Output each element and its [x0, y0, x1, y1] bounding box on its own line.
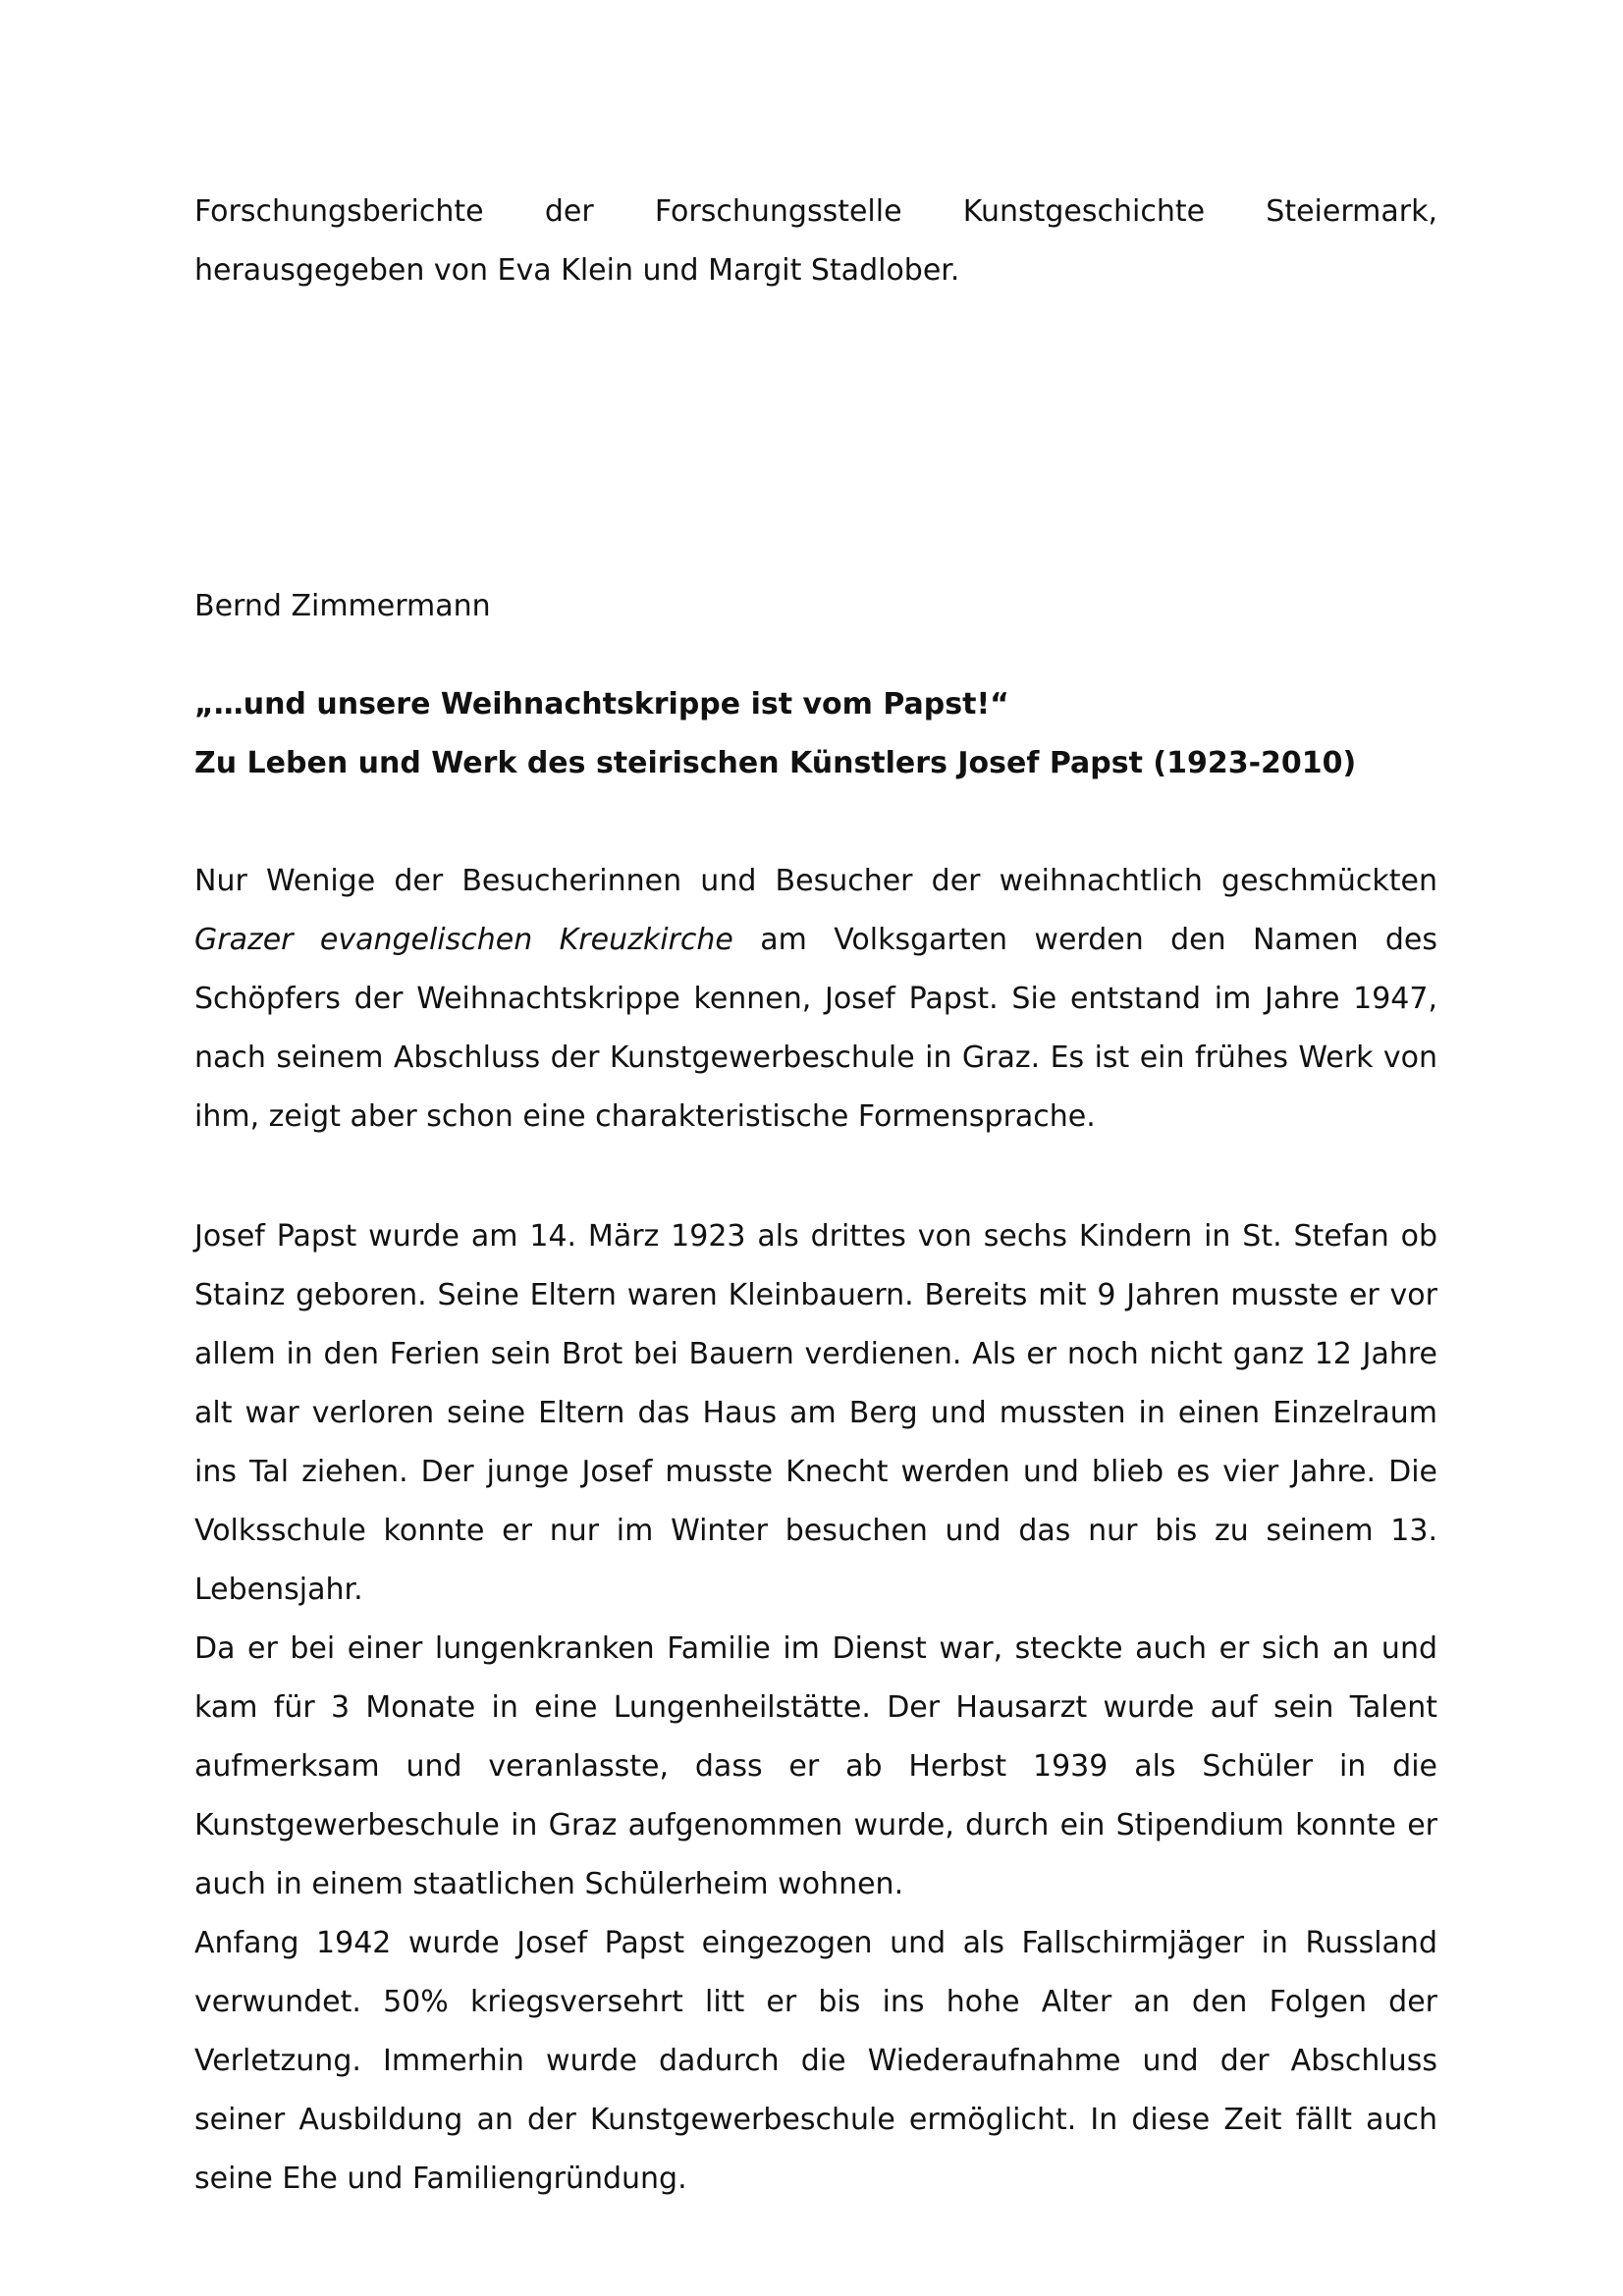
title-line-2: Zu Leben und Werk des steirischen Künstlers Josef Papst (1923-2010) [194, 746, 1357, 780]
church-name-italic: Grazer evangelischen Kreuzkirche [194, 923, 733, 957]
biography-paragraph-2: Da er bei einer lungenkranken Familie im Dienst war, steckte auch er sich an und kam für 3 Monate in eine Lungenheilstätte. Der Hausarzt wurde auf sein Talent aufmerksam und veranlasste, dass er ab Herbst 1939 als Schüler in die Kunstgewerbeschule in Graz aufgenommen wurde, durch ein Stipendium konnte er auch in einem staatlichen Schülerheim wohnen. [194, 1631, 1437, 1901]
paragraph-intro [194, 852, 1437, 1147]
biography-paragraph-3: Anfang 1942 wurde Josef Papst eingezogen und als Fallschirmjäger in Russland verwundet. 50% kriegsversehrt litt er bis ins hohe Alter an den Folgen der Verletzung. Immerhin wurde dadurch die Wiederaufnahme und der Abschluss seiner Ausbildung an der Kunstgewerbeschule ermöglicht. In diese Zeit fällt auch seine Ehe und Familiengründung. [194, 1926, 1437, 2196]
title-line-1: „…und unsere Weihnachtskrippe ist vom Papst!“ [194, 687, 1009, 721]
paragraph-intro-text-b: am Volksgarten werden den Namen des Schöpfers der Weihnachtskrippe kennen, Josef Papst. Sie entstand im Jahre 1947, nach seinem Abschluss der Kunstgewerbeschule in Graz. Es ist ein frühes Werk von ihm, zeigt aber schon eine charakteristische Formensprache. [194, 923, 1437, 1134]
biography-paragraph-1: Josef Papst wurde am 14. März 1923 als drittes von sechs Kindern in St. Stefan ob Stainz geboren. Seine Eltern waren Kleinbauern. Bereits mit 9 Jahren musste er vor allem in den Ferien sein Brot bei Bauern verdienen. Als er noch nicht ganz 12 Jahre alt war verloren seine Eltern das Haus am Berg und mussten in einen Einzelraum ins Tal ziehen. Der junge Josef musste Knecht werden und blieb es vier Jahre. Die Volksschule konnte er nur im Winter besuchen und das nur bis zu seinem 13. Lebensjahr. [194, 1219, 1437, 1607]
series-info: Forschungsberichte der Forschungsstelle Kunstgeschichte Steiermark, herausgegeben von Eva Klein und Margit Stadlober. [194, 194, 1437, 288]
biography-section [194, 1207, 1437, 2209]
paragraph-intro-text-a: Nur Wenige der Besucherinnen und Besucher der weihnachtlich geschmückten [194, 864, 1437, 898]
article-title [194, 675, 1437, 793]
author-name: Bernd Zimmermann [194, 589, 491, 623]
